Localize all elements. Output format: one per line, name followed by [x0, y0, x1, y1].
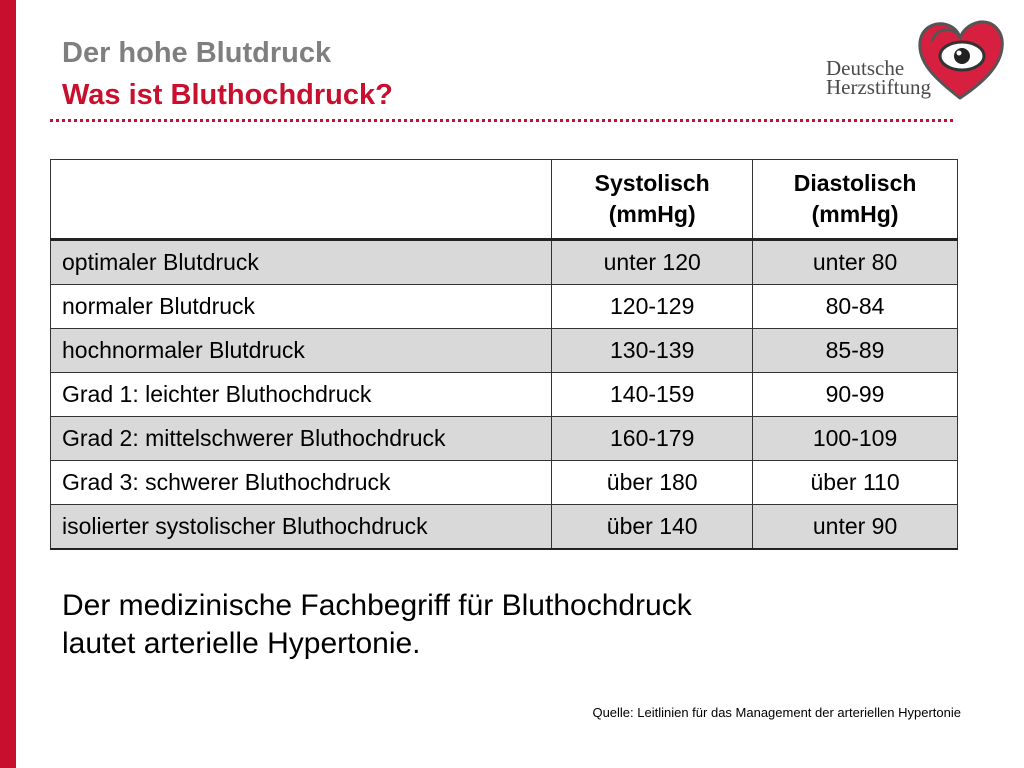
- hypertension-definition: [62, 587, 692, 663]
- title-divider: [50, 119, 953, 122]
- header-systolic-line1: Systolisch: [594, 170, 710, 196]
- diastolic-value: 85-89: [753, 329, 958, 373]
- left-accent-bar: [0, 0, 16, 768]
- diastolic-value: über 110: [753, 461, 958, 505]
- heart-eye-icon: [914, 18, 1006, 102]
- diastolic-value: 90-99: [753, 373, 958, 417]
- systolic-value: über 140: [552, 505, 753, 550]
- table-header-row: [51, 160, 958, 240]
- body-line-2: lautet arterielle Hypertonie.: [62, 627, 421, 660]
- body-line-1: Der medizinische Fachbegriff für Bluthochdruck: [62, 589, 692, 622]
- systolic-value: unter 120: [552, 240, 753, 285]
- blood-pressure-table: [50, 159, 958, 550]
- diastolic-value: 80-84: [753, 285, 958, 329]
- diastolic-value: unter 90: [753, 505, 958, 550]
- table-row: [51, 240, 958, 285]
- header-diastolic-line1: Diastolisch: [793, 170, 917, 196]
- header-diastolic-line2: (mmHg): [811, 201, 899, 227]
- header-systolic-line2: (mmHg): [608, 201, 696, 227]
- table-row: [51, 461, 958, 505]
- row-label: hochnormaler Blutdruck: [51, 329, 552, 373]
- systolic-value: 130-139: [552, 329, 753, 373]
- systolic-value: über 180: [552, 461, 753, 505]
- logo-line-2: Herzstiftung: [826, 75, 931, 99]
- row-label: normaler Blutdruck: [51, 285, 552, 329]
- table-row: [51, 505, 958, 550]
- table-row: [51, 285, 958, 329]
- source-citation: Quelle: Leitlinien für das Management der arteriellen Hypertonie: [592, 705, 961, 720]
- systolic-value: 140-159: [552, 373, 753, 417]
- header-diastolic: [753, 160, 958, 240]
- systolic-value: 120-129: [552, 285, 753, 329]
- systolic-value: 160-179: [552, 417, 753, 461]
- diastolic-value: unter 80: [753, 240, 958, 285]
- logo-line-1: Deutsche: [826, 56, 905, 80]
- herzstiftung-logo: [826, 18, 1006, 102]
- row-label: Grad 1: leichter Bluthochdruck: [51, 373, 552, 417]
- row-label: isolierter systolischer Bluthochdruck: [51, 505, 552, 550]
- slide-subtitle: Was ist Bluthochdruck?: [62, 79, 393, 111]
- header-systolic: [552, 160, 753, 240]
- table-row: [51, 417, 958, 461]
- slide-title: Der hohe Blutdruck: [62, 37, 332, 69]
- header-empty-cell: [51, 160, 552, 240]
- row-label: Grad 2: mittelschwerer Bluthochdruck: [51, 417, 552, 461]
- table-row: [51, 329, 958, 373]
- row-label: Grad 3: schwerer Bluthochdruck: [51, 461, 552, 505]
- row-label: optimaler Blutdruck: [51, 240, 552, 285]
- table-row: [51, 373, 958, 417]
- diastolic-value: 100-109: [753, 417, 958, 461]
